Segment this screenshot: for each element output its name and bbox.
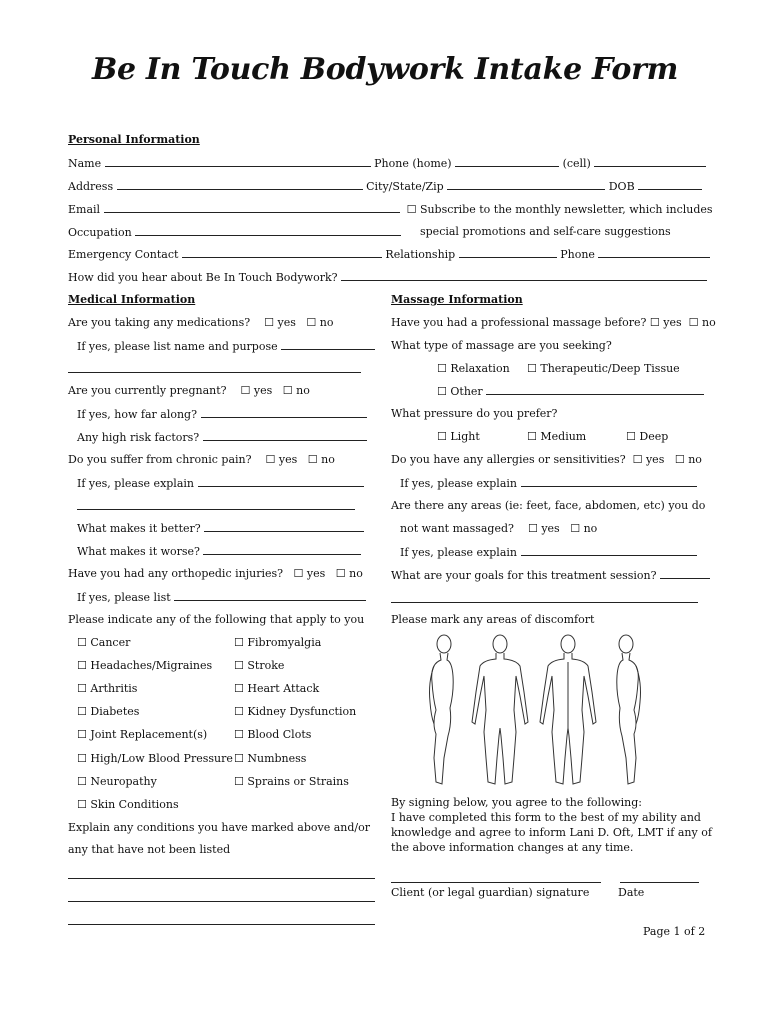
cell-label: (cell)	[562, 157, 591, 170]
deep-option	[626, 430, 668, 444]
allergies-yes-label: yes	[645, 453, 665, 466]
high-risk-field[interactable]	[203, 430, 367, 441]
worse-row	[77, 544, 361, 559]
massage-info-header: Massage Information	[391, 293, 523, 306]
agree-text-line: I have completed this form to the best of my ability and	[391, 811, 701, 824]
name-label: Name	[68, 157, 102, 170]
phone-home-field[interactable]	[455, 156, 559, 167]
condition-checkbox[interactable]: ☐	[234, 659, 244, 673]
chronic-pain-question	[68, 453, 335, 467]
condition-label: Sprains or Strains	[247, 774, 349, 788]
agree-text-line: knowledge and agree to inform Lani D. Oft, LMT if any of	[391, 826, 712, 839]
condition-right-item	[234, 705, 356, 719]
orthopedic-question	[68, 567, 363, 581]
condition-checkbox[interactable]: ☐	[77, 797, 87, 811]
medications-question	[68, 316, 334, 330]
goals-label: What are your goals for this treatment session?	[391, 569, 657, 582]
therapeutic-checkbox[interactable]: ☐	[527, 362, 537, 375]
areas-no-checkbox[interactable]: ☐	[570, 522, 581, 535]
pregnant-yes-label: yes	[253, 384, 273, 397]
pregnant-no-label: no	[296, 384, 310, 397]
areas-explain-row	[400, 545, 697, 560]
condition-left-item	[77, 636, 130, 650]
high-risk-row	[77, 430, 367, 445]
allergies-explain-row	[400, 476, 697, 491]
explain-conditions-field-1[interactable]	[68, 878, 375, 879]
phone-home-label: Phone (home)	[374, 157, 452, 170]
other-field[interactable]	[486, 384, 704, 395]
chronic-pain-yes-checkbox[interactable]: ☐	[265, 453, 276, 466]
deep-label: Deep	[639, 430, 669, 443]
orthopedic-no-label: no	[349, 567, 363, 580]
condition-right-item	[234, 682, 319, 696]
areas-yes-checkbox[interactable]: ☐	[527, 522, 538, 535]
allergies-no-label: no	[688, 453, 702, 466]
light-checkbox[interactable]: ☐	[437, 430, 447, 443]
medications-yes-checkbox[interactable]: ☐	[264, 316, 275, 329]
explain-conditions-label-cont: any that have not been listed	[68, 843, 231, 856]
subscribe-label: Subscribe to the monthly newsletter, which includes	[419, 203, 713, 216]
condition-checkbox[interactable]: ☐	[234, 728, 244, 742]
other-checkbox[interactable]: ☐	[437, 385, 447, 398]
prior-massage-yes-label: yes	[663, 316, 682, 329]
condition-left-item	[77, 775, 157, 789]
name-row	[68, 156, 706, 171]
occupation-label: Occupation	[68, 226, 132, 239]
allergies-explain-field[interactable]	[521, 476, 697, 487]
medium-checkbox[interactable]: ☐	[527, 430, 537, 443]
areas-explain-label: If yes, please explain	[400, 546, 517, 559]
areas-question-cont	[400, 522, 597, 536]
pain-explain-label: If yes, please explain	[77, 477, 194, 490]
condition-left-item	[77, 752, 233, 766]
explain-conditions-label: Explain any conditions you have marked above and/or	[68, 821, 370, 834]
body-figure-side-left[interactable]	[430, 635, 454, 784]
high-risk-label: Any high risk factors?	[77, 431, 200, 444]
therapeutic-option	[527, 362, 680, 376]
explain-conditions-field-3[interactable]	[68, 924, 375, 925]
orthopedic-label: Have you had any orthopedic injuries?	[68, 567, 284, 580]
pain-explain-field-2[interactable]	[77, 509, 355, 510]
medications-list-field[interactable]	[281, 339, 375, 350]
pain-explain-field[interactable]	[198, 476, 364, 487]
emergency-contact-field[interactable]	[182, 247, 382, 258]
condition-label: Cancer	[90, 636, 131, 649]
agree-text-line: the above information changes at any time.	[391, 841, 634, 854]
relationship-field[interactable]	[459, 247, 557, 258]
condition-label: Neuropathy	[90, 774, 157, 788]
goals-row	[391, 568, 710, 583]
how-far-label: If yes, how far along?	[77, 408, 198, 421]
condition-label: Joint Replacement(s)	[90, 728, 208, 742]
orthopedic-list-label: If yes, please list	[77, 591, 171, 604]
email-field[interactable]	[104, 202, 400, 213]
deep-checkbox[interactable]: ☐	[626, 430, 636, 443]
body-figure-side-right[interactable]	[617, 635, 641, 784]
medications-yes-label: yes	[277, 316, 296, 329]
condition-label: Headaches/Migraines	[90, 659, 213, 673]
personal-info-header: Personal Information	[68, 133, 200, 146]
medications-label: Are you taking any medications?	[68, 316, 251, 329]
body-figure-back[interactable]	[540, 635, 596, 784]
condition-checkbox[interactable]: ☐	[77, 682, 87, 696]
phone-label: Phone	[560, 248, 595, 261]
orthopedic-list-row	[77, 590, 366, 605]
subscribe-checkbox[interactable]: ☐	[406, 203, 417, 216]
condition-checkbox[interactable]: ☐	[234, 705, 244, 719]
condition-label: High/Low Blood Pressure	[90, 751, 233, 765]
chronic-pain-no-checkbox[interactable]: ☐	[307, 453, 318, 466]
condition-checkbox[interactable]: ☐	[77, 636, 87, 649]
allergies-no-checkbox[interactable]: ☐	[674, 453, 685, 466]
condition-checkbox[interactable]: ☐	[77, 659, 87, 673]
condition-right-item	[234, 752, 306, 766]
therapeutic-label: Therapeutic/Deep Tissue	[540, 362, 680, 375]
how-far-row	[77, 407, 367, 422]
pregnant-no-checkbox[interactable]: ☐	[282, 384, 293, 397]
pregnant-yes-checkbox[interactable]: ☐	[240, 384, 251, 397]
chronic-pain-label: Do you suffer from chronic pain?	[68, 453, 252, 466]
explain-conditions-field-2[interactable]	[68, 901, 375, 902]
better-row	[77, 521, 364, 536]
indicate-label: Please indicate any of the following that apply to you	[68, 613, 365, 626]
condition-left-item	[77, 705, 139, 719]
condition-checkbox[interactable]: ☐	[234, 774, 244, 788]
prior-massage-no-label: no	[702, 316, 716, 329]
relaxation-option	[437, 362, 510, 376]
chronic-pain-yes-label: yes	[278, 453, 298, 466]
orthopedic-yes-label: yes	[306, 567, 326, 580]
prior-massage-yes-checkbox[interactable]: ☐	[649, 316, 660, 329]
condition-label: Diabetes	[90, 705, 140, 719]
other-option	[437, 384, 704, 399]
goals-field[interactable]	[660, 568, 710, 579]
areas-yes-label: yes	[541, 522, 560, 535]
orthopedic-no-checkbox[interactable]: ☐	[335, 567, 346, 580]
occupation-row	[68, 225, 401, 240]
orthopedic-list-field[interactable]	[174, 590, 366, 601]
body-diagram[interactable]	[420, 632, 650, 790]
light-option	[437, 430, 480, 444]
medical-info-header: Medical Information	[68, 293, 196, 306]
date-field[interactable]	[620, 882, 699, 883]
condition-right-item	[234, 659, 284, 673]
condition-checkbox[interactable]: ☐	[77, 705, 87, 719]
prior-massage-label: Have you had a professional massage before?	[391, 316, 647, 329]
condition-label: Blood Clots	[247, 728, 312, 742]
allergies-explain-label: If yes, please explain	[400, 477, 517, 490]
city-state-zip-field[interactable]	[447, 179, 605, 190]
name-field[interactable]	[105, 156, 371, 167]
condition-label: Skin Conditions	[90, 797, 179, 811]
goals-field-2[interactable]	[391, 602, 698, 603]
chronic-pain-no-label: no	[321, 453, 335, 466]
orthopedic-yes-checkbox[interactable]: ☐	[293, 567, 304, 580]
pain-explain-row	[77, 476, 364, 491]
condition-checkbox[interactable]: ☐	[234, 682, 244, 696]
areas-explain-field[interactable]	[521, 545, 697, 556]
medications-no-checkbox[interactable]: ☐	[306, 316, 317, 329]
medications-no-label: no	[319, 316, 334, 329]
condition-label: Heart Attack	[247, 682, 320, 696]
worse-label: What makes it worse?	[77, 545, 200, 558]
condition-checkbox[interactable]: ☐	[234, 751, 244, 765]
body-figure-front[interactable]	[472, 635, 528, 784]
relaxation-checkbox[interactable]: ☐	[437, 362, 447, 375]
condition-checkbox[interactable]: ☐	[77, 751, 87, 765]
signature-label: Client (or legal guardian) signature	[391, 886, 590, 899]
better-label: What makes it better?	[77, 522, 201, 535]
allergies-label: Do you have any allergies or sensitivities?	[391, 453, 626, 466]
light-label: Light	[450, 430, 480, 443]
prior-massage-no-checkbox[interactable]: ☐	[688, 316, 699, 329]
areas-question: Are there any areas (ie: feet, face, abdomen, etc) you do	[391, 499, 706, 512]
signature-field[interactable]	[391, 882, 601, 883]
hear-row	[68, 270, 707, 285]
condition-label: Fibromyalgia	[247, 636, 322, 649]
condition-checkbox[interactable]: ☐	[234, 636, 244, 649]
medications-list-label: If yes, please list name and purpose	[77, 340, 278, 353]
condition-left-item	[77, 659, 212, 673]
massage-type-question: What type of massage are you seeking?	[391, 339, 612, 352]
address-field[interactable]	[117, 179, 363, 190]
condition-checkbox[interactable]: ☐	[77, 728, 87, 742]
agree-heading: By signing below, you agree to the following:	[391, 796, 642, 809]
condition-left-item	[77, 682, 137, 696]
pregnant-question	[68, 384, 310, 398]
hear-field[interactable]	[341, 270, 707, 281]
condition-label: Numbness	[247, 751, 307, 765]
hear-label: How did you hear about Be In Touch Bodywork?	[68, 271, 338, 284]
condition-label: Stroke	[247, 659, 285, 673]
medium-label: Medium	[540, 430, 587, 443]
condition-checkbox[interactable]: ☐	[77, 774, 87, 788]
emergency-row	[68, 247, 710, 262]
emergency-contact-label: Emergency Contact	[68, 248, 179, 261]
condition-left-item	[77, 798, 179, 812]
relationship-label: Relationship	[385, 248, 456, 261]
phone-field[interactable]	[598, 247, 710, 258]
areas-label-cont: not want massaged?	[400, 522, 514, 535]
allergies-question	[391, 453, 702, 467]
subscribe-label-cont: special promotions and self-care suggestions	[420, 225, 671, 238]
medium-option	[527, 430, 586, 444]
city-state-zip-label: City/State/Zip	[366, 180, 444, 193]
form-title: Be In Touch Bodywork Intake Form	[91, 52, 679, 87]
medications-list-row	[77, 339, 375, 354]
email-row	[68, 202, 713, 217]
condition-right-item	[234, 636, 321, 650]
discomfort-label: Please mark any areas of discomfort	[391, 613, 595, 626]
worse-field[interactable]	[203, 544, 361, 555]
address-row	[68, 179, 702, 194]
cell-field[interactable]	[594, 156, 706, 167]
condition-right-item	[234, 775, 349, 789]
occupation-field[interactable]	[135, 225, 401, 236]
better-field[interactable]	[204, 521, 364, 532]
how-far-field[interactable]	[201, 407, 367, 418]
condition-label: Kidney Dysfunction	[247, 705, 357, 719]
address-label: Address	[68, 180, 114, 193]
condition-left-item	[77, 728, 207, 742]
areas-no-label: no	[583, 522, 598, 535]
medications-list-field-2[interactable]	[68, 372, 361, 373]
email-label: Email	[68, 203, 101, 216]
dob-field[interactable]	[638, 179, 702, 190]
dob-label: DOB	[608, 180, 635, 193]
other-label: Other	[450, 385, 483, 398]
relaxation-label: Relaxation	[450, 362, 510, 375]
pressure-question: What pressure do you prefer?	[391, 407, 558, 420]
prior-massage-question	[391, 316, 716, 330]
date-label: Date	[618, 886, 645, 899]
page-number: Page 1 of 2	[643, 925, 706, 938]
pregnant-label: Are you currently pregnant?	[68, 384, 227, 397]
condition-right-item	[234, 728, 311, 742]
allergies-yes-checkbox[interactable]: ☐	[632, 453, 643, 466]
condition-label: Arthritis	[90, 682, 138, 696]
